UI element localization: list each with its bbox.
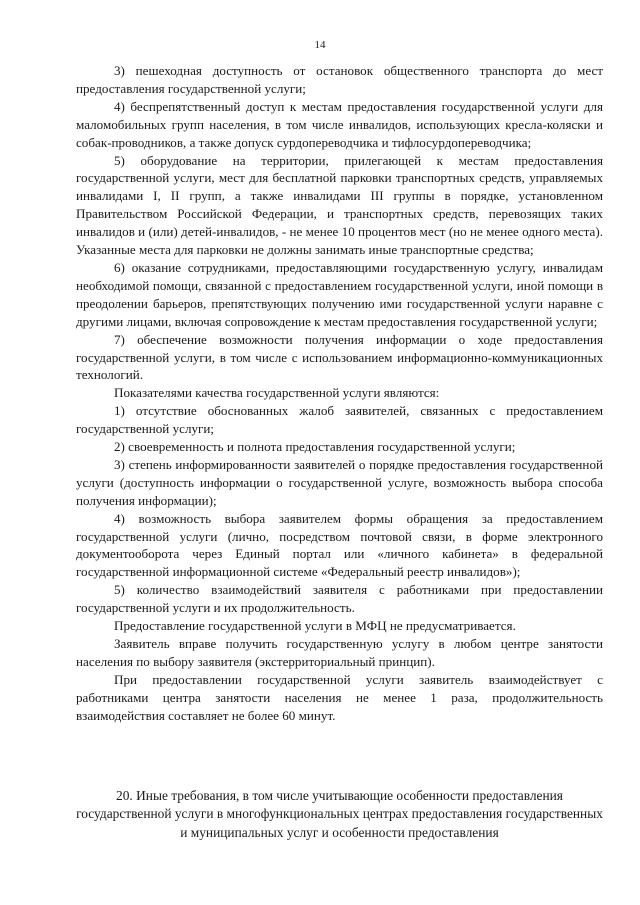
- paragraph-interaction-duration: При предоставлении государственной услуги заявитель взаимодействует с работниками центра занятости населения не менее 1 раза, продолжительность взаимодействия составляет не более 60 минут.: [76, 671, 603, 723]
- paragraph-item-7-information-access: 7) обеспечение возможности получения информации о ходе предоставления государственной услуги, в том числе с использованием информационно-коммуникационных технологий.: [76, 331, 603, 383]
- paragraph-item-5-parking: 5) оборудование на территории, прилегающей к местам предоставления государственной услуги, мест для бесплатной парковки транспортных средств, управляемых инвалидами I, II групп, а также инвалидами III группы в порядке, установленном Правительством Российской Федерации, и транспортных средств, перевозящих таких инвалидов и (или) детей-инвалидов, - не менее 10 процентов мест (но не менее одного места). Указанные места для парковки не должны занимать иные транспортные средства;: [76, 152, 603, 258]
- paragraph-extraterritorial: Заявитель вправе получить государственную услугу в любом центре занятости населения по выбору заявителя (экстерриториальный принцип).: [76, 636, 603, 669]
- paragraph-quality-2-timeliness: 2) своевременность и полнота предоставления государственной услуги;: [114, 439, 516, 455]
- paragraph-mfc-not-provided: Предоставление государственной услуги в МФЦ не предусматривается.: [114, 618, 516, 634]
- paragraph-quality-1-no-complaints: 1) отсутствие обоснованных жалоб заявителей, связанных с предоставлением государственной услуги;: [76, 403, 603, 437]
- section-heading: 20. Иные требования, в том числе учитывающие особенности предоставления государственной услуги в многофункциональных центрах предоставления государственных и муниципальных услуг и особенности предоставления: [76, 788, 603, 840]
- paragraph-item-4-barrier-free-access: 4) беспрепятственный доступ к местам предоставления государственной услуги для маломобильных групп населения, в том числе инвалидов, использующих кресла-коляски и собак-проводников, а также допуск сурдопереводчика и тифлосурдопереводчика;: [76, 98, 603, 150]
- paragraph-item-3-pedestrian-access: 3) пешеходная доступность от остановок общественного транспорта до мест предоставления государственной услуги;: [76, 63, 603, 96]
- paragraph-quality-indicators-intro: Показателями качества государственной услуги являются:: [114, 385, 440, 401]
- paragraph-quality-4-request-form: 4) возможность выбора заявителем формы обращения за предоставлением государственной услуги (лично, посредством почтовой связи, в форме электронного документооборота через Единый портал или «личного кабинета» в федеральной государственной информационной системе «Федеральный реестр инвалидов»);: [76, 510, 603, 580]
- paragraph-quality-5-interactions: 5) количество взаимодействий заявителя с работниками при предоставлении государственной услуги и их продолжительность.: [76, 582, 603, 616]
- paragraph-quality-3-awareness: 3) степень информированности заявителей о порядке предоставления государственной услуги (доступность информации о государственной услуге, возможность выбора способа получения информации);: [76, 456, 603, 508]
- page-number: 14: [314, 39, 326, 51]
- paragraph-item-6-staff-assistance: 6) оказание сотрудниками, предоставляющими государственную услугу, инвалидам необходимой помощи, связанной с предоставлением государственной услуги, иной помощи в преодолении барьеров, препятствующих получению ими государственной услуги наравне с другими лицами, включая сопровождение к местам предоставления государственной услуги;: [76, 259, 603, 329]
- body-text: [76, 62, 603, 725]
